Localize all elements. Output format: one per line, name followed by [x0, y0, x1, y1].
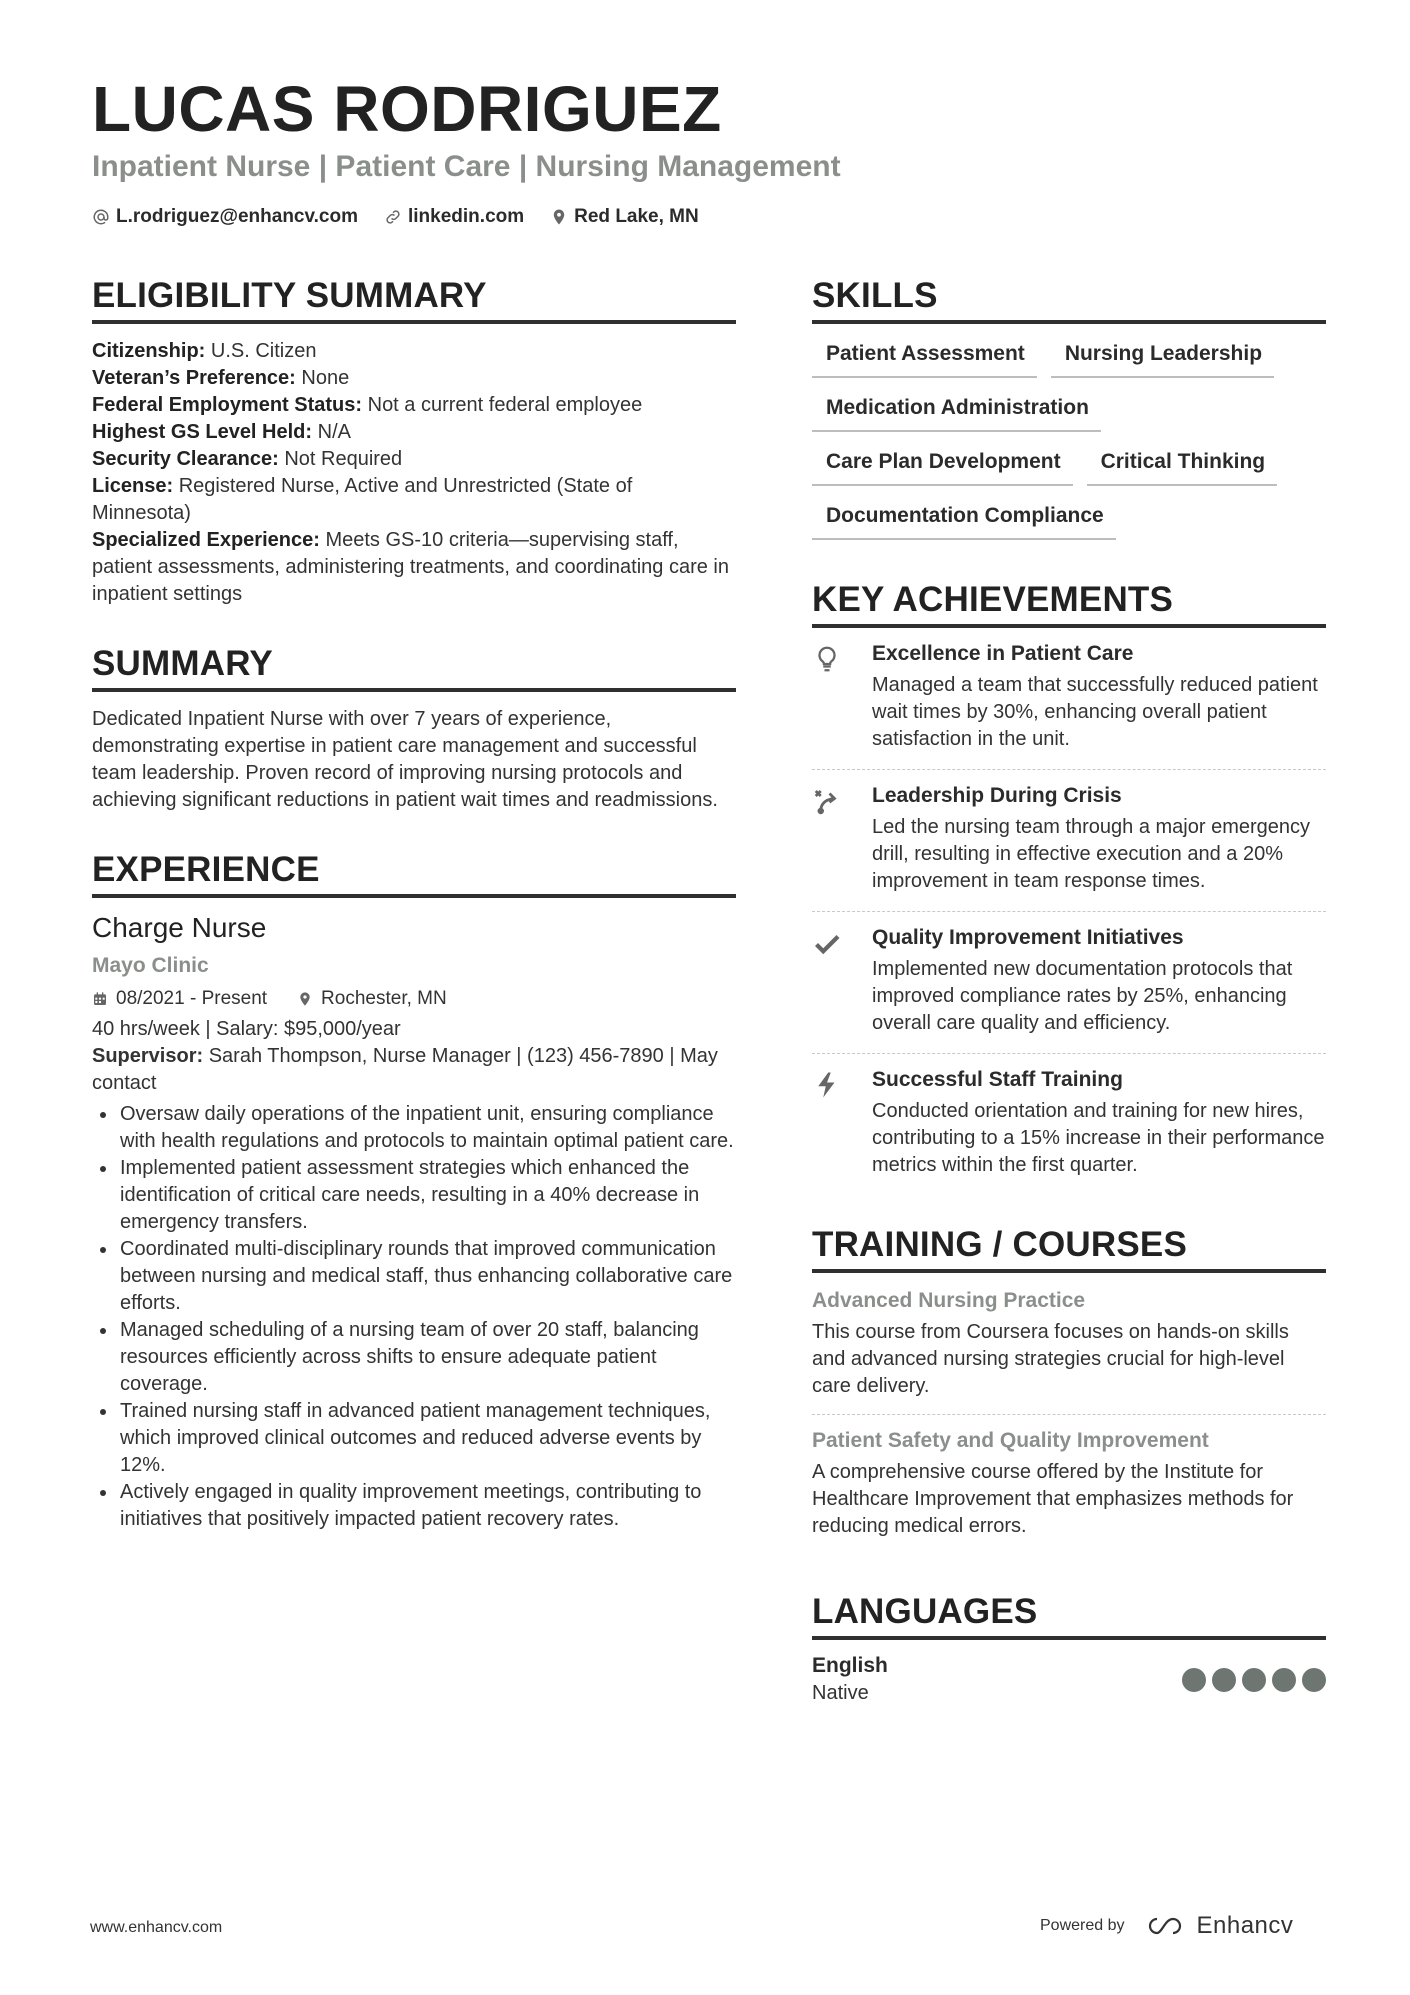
- contact-linkedin-text: linkedin.com: [408, 206, 525, 227]
- eligibility-value: N/A: [312, 421, 351, 443]
- achievement-title: Leadership During Crisis: [872, 784, 1122, 807]
- proficiency-dots: [1182, 1668, 1326, 1692]
- enhancv-logo-text: Enhancv: [1196, 1912, 1294, 1939]
- skills-title: SKILLS: [812, 276, 1326, 324]
- achievement-desc: Led the nursing team through a major emergency drill, resulting in effective execution and a 20% improvement in team response times.: [872, 816, 1311, 892]
- proficiency-dot: [1182, 1668, 1206, 1692]
- achievement-item: [812, 628, 1326, 770]
- training-section: [812, 1225, 1326, 1554]
- eligibility-item: [92, 527, 736, 608]
- skill-tag: Care Plan Development: [812, 446, 1073, 486]
- eligibility-item: [92, 338, 736, 365]
- experience-section: [92, 850, 736, 1533]
- proficiency-dot: [1272, 1668, 1296, 1692]
- eligibility-item: [92, 446, 736, 473]
- strategy-path-icon: [812, 786, 842, 816]
- course-title: Patient Safety and Quality Improvement: [812, 1429, 1209, 1452]
- course-title: Advanced Nursing Practice: [812, 1289, 1086, 1312]
- job-dates-text: 08/2021 - Present: [116, 988, 268, 1009]
- achievements-section: [812, 580, 1326, 1195]
- course-item: [812, 1414, 1326, 1554]
- proficiency-dot: [1242, 1668, 1266, 1692]
- eligibility-value: Not a current federal employee: [362, 394, 643, 416]
- experience-title: EXPERIENCE: [92, 850, 736, 898]
- right-column: [812, 276, 1326, 1705]
- eligibility-label: License:: [92, 475, 174, 497]
- job-bullet: Trained nursing staff in advanced patient management techniques, which improved clinical outcomes and reduced adverse events by 12%.: [92, 1398, 736, 1479]
- contact-linkedin[interactable]: [384, 206, 524, 228]
- job-bullet: Managed scheduling of a nursing team of over 20 staff, balancing resources efficiently across shifts to ensure adequate patient coverage.: [92, 1317, 736, 1398]
- languages-section: [812, 1592, 1326, 1705]
- contact-location: [550, 206, 699, 228]
- eligibility-item: [92, 392, 736, 419]
- job-bullet: Implemented patient assessment strategies which enhanced the identification of critical care needs, resulting in a 40% decrease in emergency transfers.: [92, 1155, 736, 1236]
- proficiency-dot: [1302, 1668, 1326, 1692]
- job-supervisor: [92, 1043, 736, 1097]
- lightning-bolt-icon: [812, 1070, 842, 1100]
- eligibility-section: [92, 276, 736, 608]
- eligibility-label: Specialized Experience:: [92, 529, 320, 551]
- training-title: TRAINING / COURSES: [812, 1225, 1326, 1273]
- candidate-headline: Inpatient Nurse | Patient Care | Nursing Management: [92, 150, 841, 183]
- footer-website[interactable]: www.enhancv.com: [90, 1919, 223, 1936]
- powered-by-text: Powered by: [1040, 1917, 1125, 1934]
- eligibility-label: Security Clearance:: [92, 448, 279, 470]
- summary-title: SUMMARY: [92, 644, 736, 692]
- eligibility-title: ELIGIBILITY SUMMARY: [92, 276, 736, 324]
- skill-tag: Critical Thinking: [1087, 446, 1278, 486]
- supervisor-value: Sarah Thompson, Nurse Manager | (123) 456-7890 | May contact: [92, 1045, 718, 1094]
- language-level: Native: [812, 1682, 869, 1704]
- eligibility-item: [92, 365, 736, 392]
- summary-section: [92, 644, 736, 814]
- course-item: [812, 1287, 1326, 1414]
- eligibility-value: Meets GS-10 criteria—supervising staff, patient assessments, administering treatments, and coordinating care in inpatient settings: [92, 529, 730, 605]
- job-bullets: [92, 1101, 736, 1533]
- footer-branding: [1040, 1912, 1293, 1940]
- eligibility-label: Highest GS Level Held:: [92, 421, 313, 443]
- skill-tag: Nursing Leadership: [1051, 338, 1274, 378]
- eligibility-value: Registered Nurse, Active and Unrestricted (State of Minnesota): [92, 475, 633, 524]
- achievement-desc: Conducted orientation and training for new hires, contributing to a 15% increase in their performance metrics within the first quarter.: [872, 1100, 1325, 1176]
- job-bullet: Coordinated multi-disciplinary rounds that improved communication between nursing and medical staff, thus enhancing collaborative care efforts.: [92, 1236, 736, 1317]
- job-location: [297, 988, 447, 1010]
- job-dates: [92, 988, 267, 1010]
- skill-tag: Medication Administration: [812, 392, 1101, 432]
- achievement-item: [812, 912, 1326, 1054]
- lightbulb-icon: [812, 644, 842, 674]
- candidate-name: LUCAS RODRIGUEZ: [92, 73, 722, 145]
- job-title: Charge Nurse: [92, 912, 267, 943]
- job-bullet: Actively engaged in quality improvement meetings, contributing to initiatives that positively impacted patient recovery rates.: [92, 1479, 736, 1533]
- supervisor-label: Supervisor:: [92, 1045, 204, 1067]
- eligibility-label: Veteran’s Preference:: [92, 367, 296, 389]
- achievement-title: Quality Improvement Initiatives: [872, 926, 1184, 949]
- eligibility-item: [92, 473, 736, 527]
- location-pin-icon: [297, 991, 313, 1007]
- language-item: [812, 1654, 1326, 1705]
- job-bullet: Oversaw daily operations of the inpatient unit, ensuring compliance with health regulations and protocols to maintain optimal patient care.: [92, 1101, 736, 1155]
- languages-title: LANGUAGES: [812, 1592, 1326, 1640]
- course-desc: This course from Coursera focuses on hands-on skills and advanced nursing strategies crucial for high-level care delivery.: [812, 1321, 1289, 1397]
- achievement-title: Excellence in Patient Care: [872, 642, 1134, 665]
- eligibility-value: U.S. Citizen: [205, 340, 317, 362]
- achievements-title: KEY ACHIEVEMENTS: [812, 580, 1326, 628]
- skill-tag: Patient Assessment: [812, 338, 1037, 378]
- achievement-item: [812, 1054, 1326, 1195]
- contact-email[interactable]: [92, 206, 358, 228]
- course-desc: A comprehensive course offered by the Institute for Healthcare Improvement that emphasizes methods for reducing medical errors.: [812, 1461, 1294, 1537]
- enhancv-logo[interactable]: [1145, 1912, 1294, 1940]
- contact-bar: [92, 206, 699, 228]
- proficiency-dot: [1212, 1668, 1236, 1692]
- left-column: [92, 276, 736, 1533]
- eligibility-value: Not Required: [278, 448, 403, 470]
- summary-text: Dedicated Inpatient Nurse with over 7 years of experience, demonstrating expertise in patient care management and successful team leadership. Proven record of improving nursing protocols and achieving significant reductions in patient wait times and readmissions.: [92, 708, 718, 811]
- job-meta: [92, 988, 736, 1010]
- eligibility-item: [92, 419, 736, 446]
- enhancv-logo-icon: [1145, 1915, 1189, 1937]
- eligibility-value: None: [295, 367, 350, 389]
- location-pin-icon: [550, 208, 568, 226]
- skill-tag: Documentation Compliance: [812, 500, 1116, 540]
- job-location-text: Rochester, MN: [321, 988, 447, 1009]
- achievement-title: Successful Staff Training: [872, 1068, 1123, 1091]
- calendar-icon: [92, 991, 108, 1007]
- contact-email-text: L.rodriguez@enhancv.com: [116, 206, 358, 227]
- achievement-item: [812, 770, 1326, 912]
- eligibility-label: Citizenship:: [92, 340, 206, 362]
- contact-location-text: Red Lake, MN: [574, 206, 699, 227]
- checkmark-icon: [812, 928, 842, 958]
- achievement-desc: Implemented new documentation protocols that improved compliance rates by 25%, enhancing overall care quality and efficiency.: [872, 958, 1293, 1034]
- skills-list: [812, 338, 1326, 540]
- job-hours: 40 hrs/week | Salary: $95,000/year: [92, 1018, 401, 1040]
- language-name: English: [812, 1654, 888, 1677]
- at-icon: [92, 208, 110, 226]
- eligibility-label: Federal Employment Status:: [92, 394, 363, 416]
- achievement-desc: Managed a team that successfully reduced patient wait times by 30%, enhancing overall patient satisfaction in the unit.: [872, 674, 1318, 750]
- link-icon: [384, 208, 402, 226]
- company-name: Mayo Clinic: [92, 954, 209, 977]
- skills-section: [812, 276, 1326, 540]
